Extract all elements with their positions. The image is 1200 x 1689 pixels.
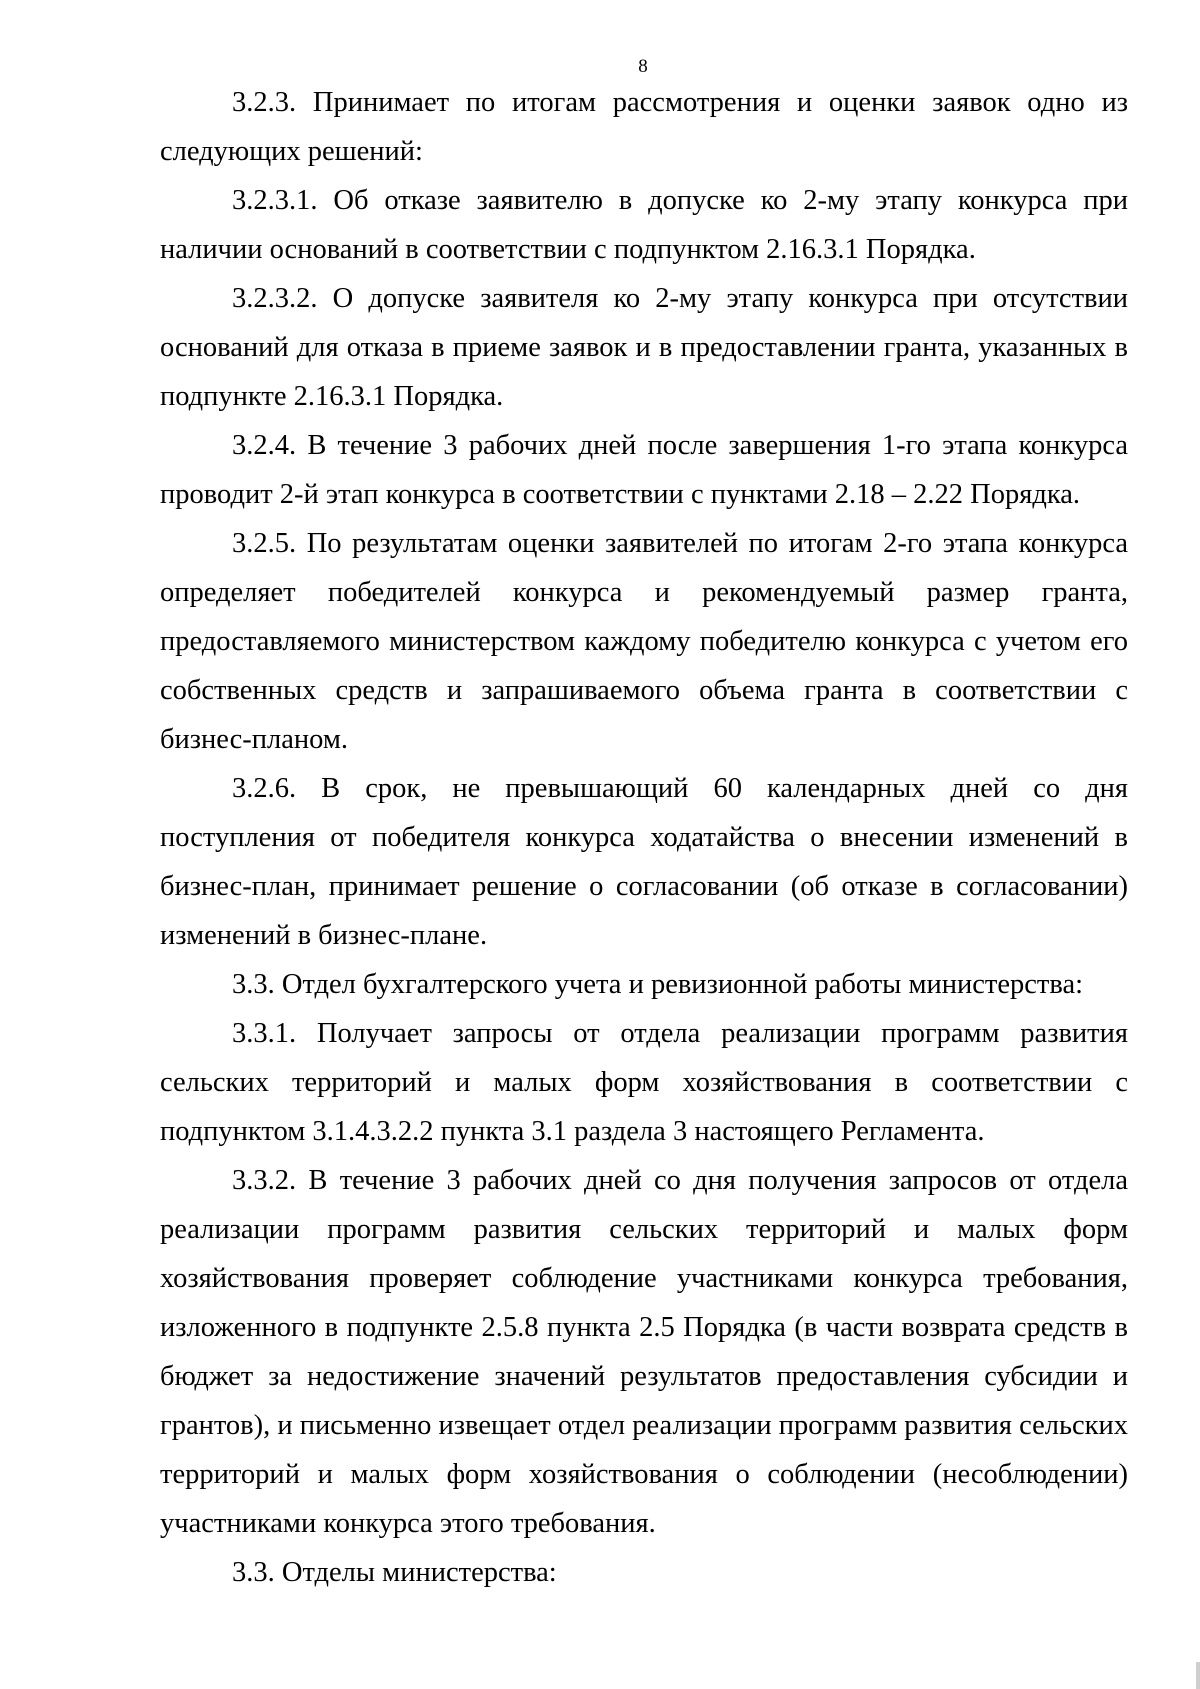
page-number: 8	[638, 56, 648, 77]
paragraph-3-3-departments: 3.3. Отделы министерства:	[232, 1557, 557, 1588]
paragraph-3-3-1: 3.3.1. Получает запросы от отдела реализации программ развития сельских территорий и малых форм хозяйствования в соответствии с подпунктом 3.1.4.3.2.2 пункта 3.1 раздела 3 настоящего Регламента.	[160, 1018, 1128, 1147]
paragraph-3-2-3-1: 3.2.3.1. Об отказе заявителю в допуске ко 2-му этапу конкурса при наличии оснований в соответствии с подпунктом 2.16.3.1 Порядка.	[160, 185, 1128, 265]
paragraph-3-2-3-2: 3.2.3.2. О допуске заявителя ко 2-му этапу конкурса при отсутствии оснований для отказа в приеме заявок и в предоставлении гранта, указанных в подпункте 2.16.3.1 Порядка.	[160, 283, 1128, 412]
paragraph-3-2-6: 3.2.6. В срок, не превышающий 60 календарных дней со дня поступления от победителя конкурса ходатайства о внесении изменений в бизнес-план, принимает решение о согласовании (об отказе в согласовании) изменений в бизнес-плане.	[160, 773, 1128, 951]
paragraph-3-2-5: 3.2.5. По результатам оценки заявителей по итогам 2-го этапа конкурса определяет победителей конкурса и рекомендуемый размер гранта, предоставляемого министерством каждому победителю конкурса с учетом его собственных средств и запрашиваемого объема гранта в соответствии с бизнес-планом.	[160, 528, 1128, 755]
document-body	[160, 78, 1128, 1597]
paragraph-3-3-heading: 3.3. Отдел бухгалтерского учета и ревизионной работы министерства:	[232, 969, 1084, 1000]
paragraph-3-2-3: 3.2.3. Принимает по итогам рассмотрения и оценки заявок одно из следующих решений:	[160, 87, 1128, 167]
scan-edge-mark	[1196, 1662, 1200, 1689]
paragraph-3-3-2: 3.3.2. В течение 3 рабочих дней со дня получения запросов от отдела реализации программ развития сельских территорий и малых форм хозяйствования проверяет соблюдение участниками конкурса требования, изложенного в подпункте 2.5.8 пункта 2.5 Порядка (в части возврата средств в бюджет за недостижение значений результатов предоставления субсидии и грантов), и письменно извещает отдел реализации программ развития сельских территорий и малых форм хозяйствования о соблюдении (несоблюдении) участниками конкурса этого требования.	[160, 1165, 1128, 1539]
paragraph-3-2-4: 3.2.4. В течение 3 рабочих дней после завершения 1-го этапа конкурса проводит 2-й этап конкурса в соответствии с пунктами 2.18 – 2.22 Порядка.	[160, 430, 1128, 510]
